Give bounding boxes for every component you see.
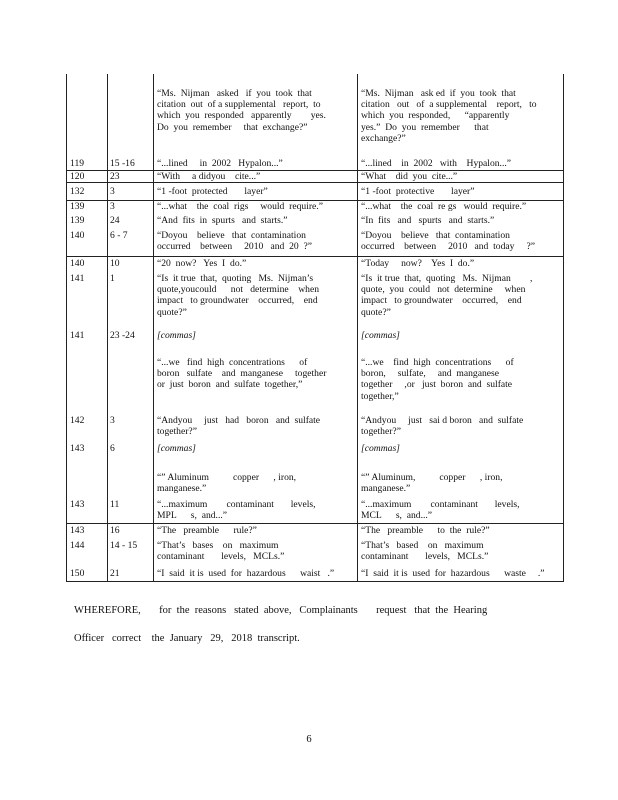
line-cell: 1 bbox=[110, 273, 115, 284]
line-cell: 16 bbox=[110, 525, 120, 536]
line-cell: 23 -24 bbox=[110, 330, 135, 341]
correction-cell: “Doyou believe that contamination occurred between 2010 and today ?” bbox=[361, 230, 535, 253]
correction-cell: [commas] bbox=[361, 443, 400, 454]
transcript-cell: [commas] bbox=[157, 443, 196, 454]
transcript-cell: “And fits in spurts and starts.” bbox=[157, 215, 288, 226]
transcript-cell: [commas] bbox=[157, 330, 196, 341]
page-cell: 150 bbox=[70, 568, 85, 579]
closing-paragraph-line-2: Officer correct the January 29, 2018 transcript. bbox=[74, 633, 300, 644]
line-cell: 6 - 7 bbox=[110, 230, 128, 241]
correction-cell: “...we find high concentrations of boron, sulfate, and manganese together ,or just boron and sulfate together,” bbox=[361, 357, 514, 402]
transcript-cell: “...lined in 2002 Hypalon...” bbox=[157, 158, 283, 169]
line-cell: 14 - 15 bbox=[110, 540, 138, 551]
transcript-cell: “With a didyou cite...” bbox=[157, 171, 261, 182]
correction-cell: “1 -foot protective layer” bbox=[361, 186, 475, 197]
correction-cell: “Today now? Yes I do.” bbox=[361, 258, 475, 269]
page-cell: 143 bbox=[70, 525, 85, 536]
line-cell: 15 -16 bbox=[110, 158, 135, 169]
correction-cell: “...maximum contaminant levels, MCL s, and...” bbox=[361, 499, 520, 522]
page-cell: 143 bbox=[70, 499, 85, 510]
transcript-cell: “1 -foot protected layer” bbox=[157, 186, 268, 197]
transcript-cell: “Ms. Nijman asked if you took that citation out of a supplemental report, to which you responded apparently yes. Do you remember that exchange?” bbox=[157, 88, 326, 133]
transcript-cell: “...we find high concentrations of boron sulfate and manganese together or just boron and sulfate together,” bbox=[157, 357, 327, 391]
line-cell: 3 bbox=[110, 415, 115, 426]
transcript-cell: “Andyou just had boron and sulfate together?” bbox=[157, 415, 321, 438]
page-cell: 144 bbox=[70, 540, 85, 551]
transcript-cell: “...maximum contaminant levels, MPL s, and...” bbox=[157, 499, 316, 522]
line-cell: 23 bbox=[110, 171, 120, 182]
table-border-bottom bbox=[66, 581, 564, 582]
row-divider bbox=[66, 523, 564, 524]
table-border-left bbox=[66, 74, 67, 582]
transcript-cell: “I said it is used for hazardous waist .” bbox=[157, 568, 335, 579]
page-cell: 132 bbox=[70, 186, 85, 197]
correction-cell: “...lined in 2002 with Hypalon...” bbox=[361, 158, 512, 169]
closing-paragraph-line-1: WHEREFORE, for the reasons stated above, Complainants request that the Hearing bbox=[74, 605, 488, 616]
transcript-cell: “20 now? Yes I do.” bbox=[157, 258, 247, 269]
line-cell: 3 bbox=[110, 186, 115, 197]
correction-cell: “The preamble to the rule?” bbox=[361, 525, 490, 536]
page-cell: 140 bbox=[70, 230, 85, 241]
line-cell: 24 bbox=[110, 215, 120, 226]
page-cell: 143 bbox=[70, 443, 85, 454]
row-divider bbox=[66, 256, 564, 257]
correction-cell: “...what the coal re gs would require.” bbox=[361, 201, 527, 212]
correction-cell: “Ms. Nijman ask ed if you took that citation out of a supplemental report, to which you responded, “apparently yes.” Do you remember that exchange?” bbox=[361, 88, 537, 144]
correction-cell: “What did you cite...” bbox=[361, 171, 458, 182]
transcript-cell: “...what the coal rigs would require.” bbox=[157, 201, 323, 212]
page-cell: 139 bbox=[70, 201, 85, 212]
page-number: 6 bbox=[306, 734, 312, 745]
page-cell: 141 bbox=[70, 273, 85, 284]
page-cell: 141 bbox=[70, 330, 85, 341]
transcript-cell: “The preamble rule?” bbox=[157, 525, 257, 536]
correction-cell: “I said it is used for hazardous waste .” bbox=[361, 568, 545, 579]
line-cell: 6 bbox=[110, 443, 115, 454]
page-cell: 142 bbox=[70, 415, 85, 426]
transcript-cell: “Is it true that, quoting Ms. Nijman’s quote,youcould not determine when impact to groundwater occurred, end quote?” bbox=[157, 273, 319, 318]
correction-cell: “Is it true that, quoting Ms. Nijman , quote, you could not determine when impact to groundwater occurred, end quote?” bbox=[361, 273, 533, 318]
column-divider-page bbox=[107, 74, 108, 582]
correction-cell: “That’s based on maximum contaminant levels, MCLs.” bbox=[361, 540, 489, 563]
table-border-right bbox=[563, 74, 564, 582]
transcript-cell: “That’s bases on maximum contaminant levels, MCLs.” bbox=[157, 540, 285, 563]
page-cell: 139 bbox=[70, 215, 85, 226]
page-cell: 120 bbox=[70, 171, 85, 182]
correction-cell: “” Aluminum, copper , iron, manganese.” bbox=[361, 472, 503, 495]
line-cell: 3 bbox=[110, 201, 115, 212]
correction-cell: “Andyou just sai d boron and sulfate together?” bbox=[361, 415, 524, 438]
transcript-cell: “Doyou believe that contamination occurred between 2010 and 20 ?” bbox=[157, 230, 313, 253]
column-divider-transcript bbox=[357, 74, 358, 582]
errata-table bbox=[66, 74, 564, 582]
correction-cell: “In fits and spurts and starts.” bbox=[361, 215, 495, 226]
line-cell: 11 bbox=[110, 499, 120, 510]
transcript-cell: “” Aluminum copper , iron, manganese.” bbox=[157, 472, 297, 495]
page-cell: 119 bbox=[70, 158, 85, 169]
correction-cell: [commas] bbox=[361, 330, 400, 341]
line-cell: 21 bbox=[110, 568, 120, 579]
line-cell: 10 bbox=[110, 258, 120, 269]
page-cell: 140 bbox=[70, 258, 85, 269]
